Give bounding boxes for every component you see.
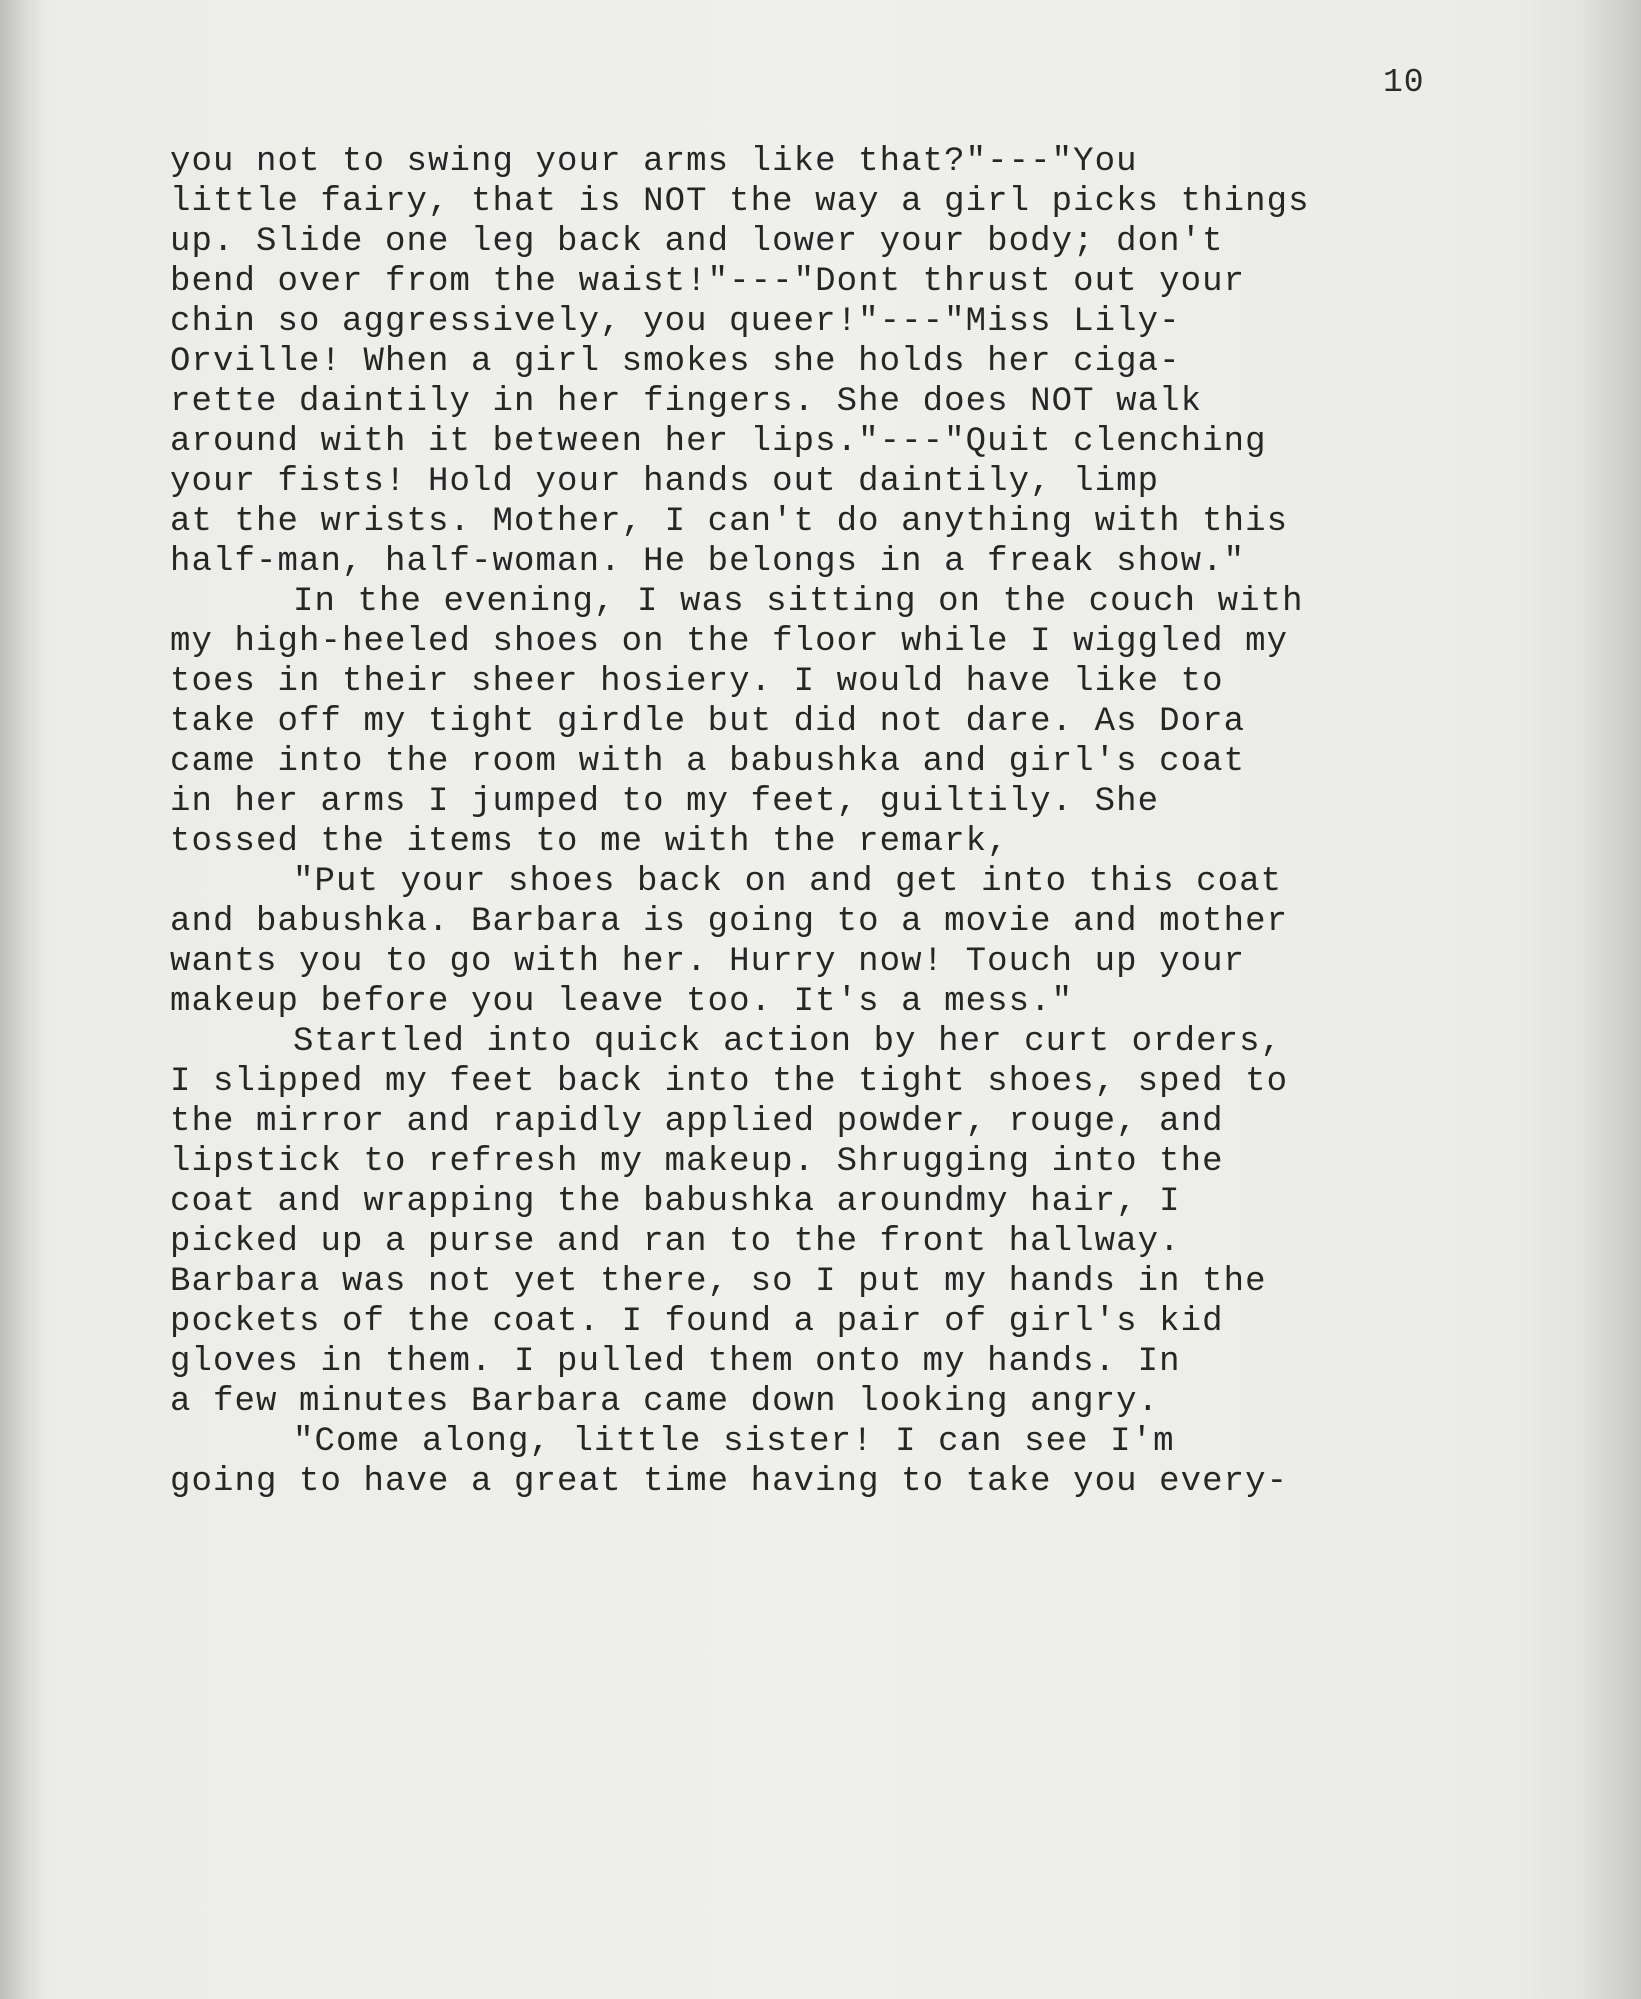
- text-line: Startled into quick action by her curt orders,: [293, 1023, 1283, 1061]
- text-line: lipstick to refresh my makeup. Shrugging into the: [170, 1143, 1224, 1181]
- text-line: gloves in them. I pulled them onto my hands. In: [170, 1343, 1181, 1381]
- page-right-edge-shadow: [1581, 0, 1641, 1999]
- text-line: you not to swing your arms like that?"---"You: [170, 143, 1138, 181]
- text-line: bend over from the waist!"---"Dont thrust out your: [170, 263, 1246, 301]
- text-line: the mirror and rapidly applied powder, rouge, and: [170, 1103, 1224, 1141]
- text-line: around with it between her lips."---"Quit clenching: [170, 423, 1267, 461]
- text-line: "Come along, little sister! I can see I'm: [293, 1423, 1175, 1461]
- text-line: chin so aggressively, you queer!"---"Miss Lily-: [170, 303, 1181, 341]
- text-line: Orville! When a girl smokes she holds her ciga-: [170, 343, 1181, 381]
- page-left-edge-shadow: [0, 0, 45, 1999]
- text-line: In the evening, I was sitting on the couch with: [293, 583, 1304, 621]
- text-line: rette daintily in her fingers. She does NOT walk: [170, 383, 1203, 421]
- text-line: came into the room with a babushka and girl's coat: [170, 743, 1246, 781]
- text-line: and babushka. Barbara is going to a movie and mother: [170, 903, 1289, 941]
- text-line: half-man, half-woman. He belongs in a freak show.": [170, 543, 1246, 581]
- text-line: my high-heeled shoes on the floor while I wiggled my: [170, 623, 1289, 661]
- text-line: picked up a purse and ran to the front hallway.: [170, 1223, 1181, 1261]
- page-number: 10: [1383, 64, 1425, 101]
- text-line: your fists! Hold your hands out daintily, limp: [170, 463, 1160, 501]
- text-line: toes in their sheer hosiery. I would have like to: [170, 663, 1224, 701]
- text-line: Barbara was not yet there, so I put my hands in the: [170, 1263, 1267, 1301]
- text-line: going to have a great time having to take you every-: [170, 1463, 1289, 1501]
- text-line: in her arms I jumped to my feet, guiltily. She: [170, 783, 1160, 821]
- text-line: I slipped my feet back into the tight shoes, sped to: [170, 1063, 1289, 1101]
- text-line: take off my tight girdle but did not dare. As Dora: [170, 703, 1246, 741]
- text-line: up. Slide one leg back and lower your body; don't: [170, 223, 1224, 261]
- text-line: little fairy, that is NOT the way a girl picks things: [170, 183, 1310, 221]
- text-line: "Put your shoes back on and get into this coat: [293, 863, 1283, 901]
- text-line: tossed the items to me with the remark,: [170, 823, 1009, 861]
- text-line: makeup before you leave too. It's a mess.": [170, 983, 1074, 1021]
- text-line: at the wrists. Mother, I can't do anything with this: [170, 503, 1289, 541]
- text-line: wants you to go with her. Hurry now! Touch up your: [170, 943, 1246, 981]
- text-line: coat and wrapping the babushka aroundmy hair, I: [170, 1183, 1181, 1221]
- text-line: pockets of the coat. I found a pair of girl's kid: [170, 1303, 1224, 1341]
- body-text: [170, 142, 1470, 1502]
- text-line: a few minutes Barbara came down looking angry.: [170, 1383, 1160, 1421]
